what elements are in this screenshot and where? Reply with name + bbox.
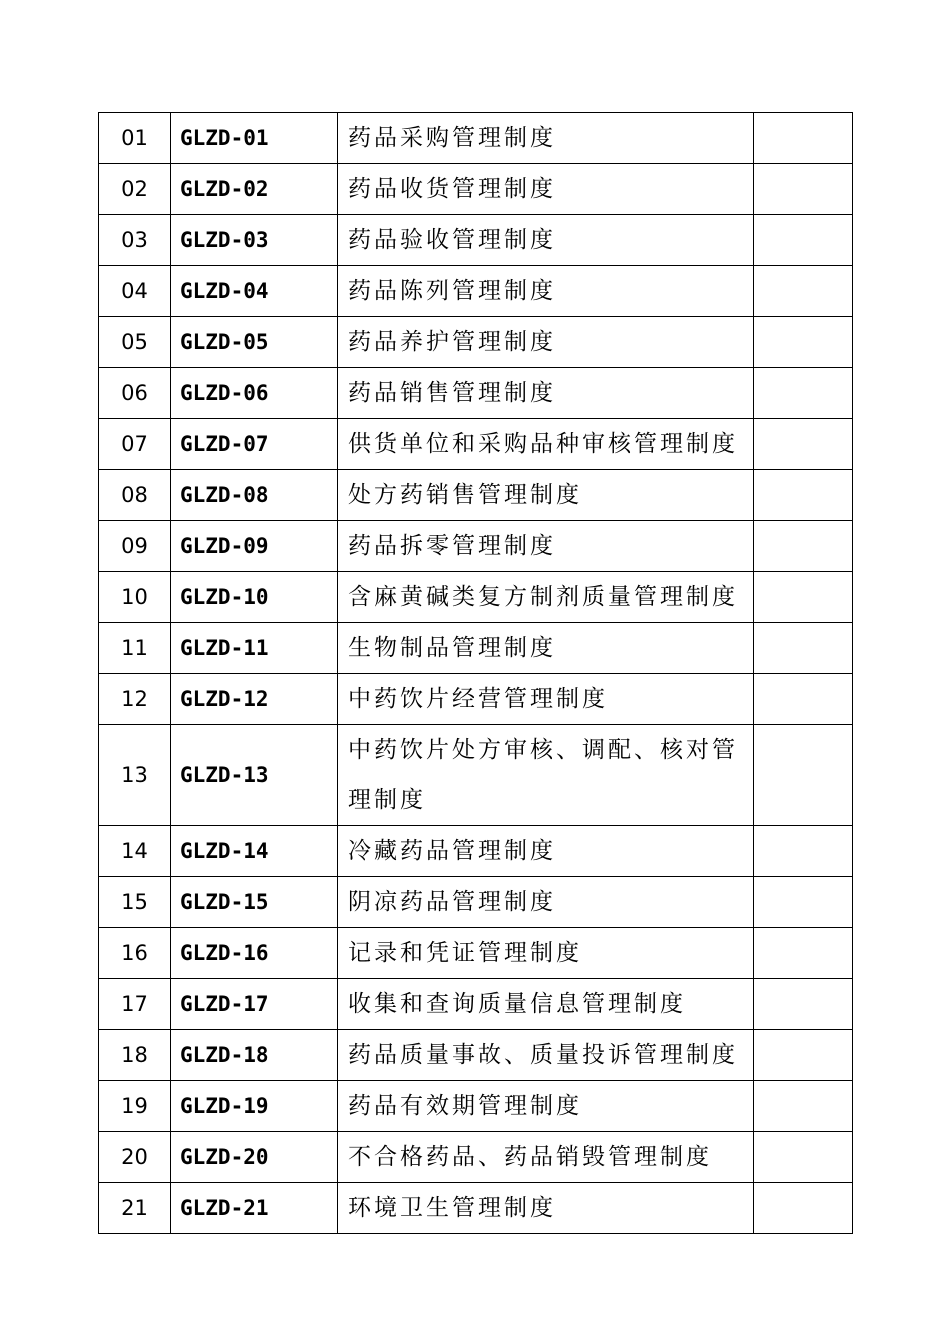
row-number: 08 bbox=[99, 470, 171, 521]
regulation-code: GLZD-02 bbox=[171, 164, 338, 215]
regulation-code: GLZD-06 bbox=[171, 368, 338, 419]
remark-cell bbox=[754, 877, 853, 928]
remark-cell bbox=[754, 470, 853, 521]
regulation-name: 药品采购管理制度 bbox=[338, 113, 754, 164]
remark-cell bbox=[754, 521, 853, 572]
row-number: 13 bbox=[99, 725, 171, 826]
regulation-code: GLZD-15 bbox=[171, 877, 338, 928]
row-number: 06 bbox=[99, 368, 171, 419]
table-row bbox=[99, 215, 853, 266]
regulation-code: GLZD-12 bbox=[171, 674, 338, 725]
row-number: 11 bbox=[99, 623, 171, 674]
row-number: 01 bbox=[99, 113, 171, 164]
regulation-name: 药品养护管理制度 bbox=[338, 317, 754, 368]
table-row bbox=[99, 979, 853, 1030]
regulation-name: 药品销售管理制度 bbox=[338, 368, 754, 419]
regulation-name: 药品验收管理制度 bbox=[338, 215, 754, 266]
row-number: 15 bbox=[99, 877, 171, 928]
row-number: 21 bbox=[99, 1183, 171, 1234]
regulation-name: 供货单位和采购品种审核管理制度 bbox=[338, 419, 754, 470]
remark-cell bbox=[754, 928, 853, 979]
row-number: 03 bbox=[99, 215, 171, 266]
row-number: 04 bbox=[99, 266, 171, 317]
row-number: 02 bbox=[99, 164, 171, 215]
regulation-code: GLZD-03 bbox=[171, 215, 338, 266]
row-number: 14 bbox=[99, 826, 171, 877]
table-row bbox=[99, 113, 853, 164]
regulation-name: 环境卫生管理制度 bbox=[338, 1183, 754, 1234]
remark-cell bbox=[754, 725, 853, 826]
table-row bbox=[99, 826, 853, 877]
row-number: 18 bbox=[99, 1030, 171, 1081]
table-row bbox=[99, 877, 853, 928]
table-row bbox=[99, 317, 853, 368]
remark-cell bbox=[754, 164, 853, 215]
remark-cell bbox=[754, 674, 853, 725]
regulation-code: GLZD-11 bbox=[171, 623, 338, 674]
table-row bbox=[99, 623, 853, 674]
table-row bbox=[99, 470, 853, 521]
table-row bbox=[99, 266, 853, 317]
regulation-code: GLZD-21 bbox=[171, 1183, 338, 1234]
row-number: 20 bbox=[99, 1132, 171, 1183]
row-number: 12 bbox=[99, 674, 171, 725]
remark-cell bbox=[754, 266, 853, 317]
regulation-name: 药品质量事故、质量投诉管理制度 bbox=[338, 1030, 754, 1081]
regulation-name: 药品有效期管理制度 bbox=[338, 1081, 754, 1132]
regulation-code: GLZD-17 bbox=[171, 979, 338, 1030]
remark-cell bbox=[754, 1132, 853, 1183]
regulation-name: 药品陈列管理制度 bbox=[338, 266, 754, 317]
table-row bbox=[99, 928, 853, 979]
table-row bbox=[99, 419, 853, 470]
regulation-code: GLZD-10 bbox=[171, 572, 338, 623]
regulation-code: GLZD-20 bbox=[171, 1132, 338, 1183]
remark-cell bbox=[754, 317, 853, 368]
table-row bbox=[99, 164, 853, 215]
regulation-code: GLZD-14 bbox=[171, 826, 338, 877]
row-number: 17 bbox=[99, 979, 171, 1030]
regulation-code: GLZD-16 bbox=[171, 928, 338, 979]
remark-cell bbox=[754, 572, 853, 623]
regulation-code: GLZD-09 bbox=[171, 521, 338, 572]
regulation-name: 药品收货管理制度 bbox=[338, 164, 754, 215]
remark-cell bbox=[754, 1183, 853, 1234]
row-number: 09 bbox=[99, 521, 171, 572]
regulation-name: 中药饮片经营管理制度 bbox=[338, 674, 754, 725]
regulation-code: GLZD-07 bbox=[171, 419, 338, 470]
remark-cell bbox=[754, 368, 853, 419]
regulation-name: 生物制品管理制度 bbox=[338, 623, 754, 674]
regulation-name: 不合格药品、药品销毁管理制度 bbox=[338, 1132, 754, 1183]
table-row bbox=[99, 1183, 853, 1234]
remark-cell bbox=[754, 215, 853, 266]
regulation-name: 药品拆零管理制度 bbox=[338, 521, 754, 572]
row-number: 19 bbox=[99, 1081, 171, 1132]
regulation-code: GLZD-04 bbox=[171, 266, 338, 317]
regulation-name: 收集和查询质量信息管理制度 bbox=[338, 979, 754, 1030]
row-number: 10 bbox=[99, 572, 171, 623]
remark-cell bbox=[754, 1030, 853, 1081]
regulation-name: 含麻黄碱类复方制剂质量管理制度 bbox=[338, 572, 754, 623]
table-row bbox=[99, 1081, 853, 1132]
remark-cell bbox=[754, 419, 853, 470]
row-number: 05 bbox=[99, 317, 171, 368]
table-row bbox=[99, 1132, 853, 1183]
regulation-name: 处方药销售管理制度 bbox=[338, 470, 754, 521]
table-row bbox=[99, 521, 853, 572]
regulation-code: GLZD-01 bbox=[171, 113, 338, 164]
regulation-code: GLZD-18 bbox=[171, 1030, 338, 1081]
regulation-name: 冷藏药品管理制度 bbox=[338, 826, 754, 877]
regulation-code: GLZD-08 bbox=[171, 470, 338, 521]
regulation-name: 阴凉药品管理制度 bbox=[338, 877, 754, 928]
table-row bbox=[99, 1030, 853, 1081]
remark-cell bbox=[754, 826, 853, 877]
row-number: 16 bbox=[99, 928, 171, 979]
table-row bbox=[99, 725, 853, 826]
regulation-name: 中药饮片处方审核、调配、核对管理制度 bbox=[338, 725, 754, 826]
regulation-code: GLZD-05 bbox=[171, 317, 338, 368]
remark-cell bbox=[754, 1081, 853, 1132]
regulation-code: GLZD-19 bbox=[171, 1081, 338, 1132]
remark-cell bbox=[754, 113, 853, 164]
table-row bbox=[99, 674, 853, 725]
regulation-code: GLZD-13 bbox=[171, 725, 338, 826]
remark-cell bbox=[754, 623, 853, 674]
row-number: 07 bbox=[99, 419, 171, 470]
regulation-name: 记录和凭证管理制度 bbox=[338, 928, 754, 979]
remark-cell bbox=[754, 979, 853, 1030]
regulation-table bbox=[98, 112, 853, 1234]
table-row bbox=[99, 572, 853, 623]
table-row bbox=[99, 368, 853, 419]
